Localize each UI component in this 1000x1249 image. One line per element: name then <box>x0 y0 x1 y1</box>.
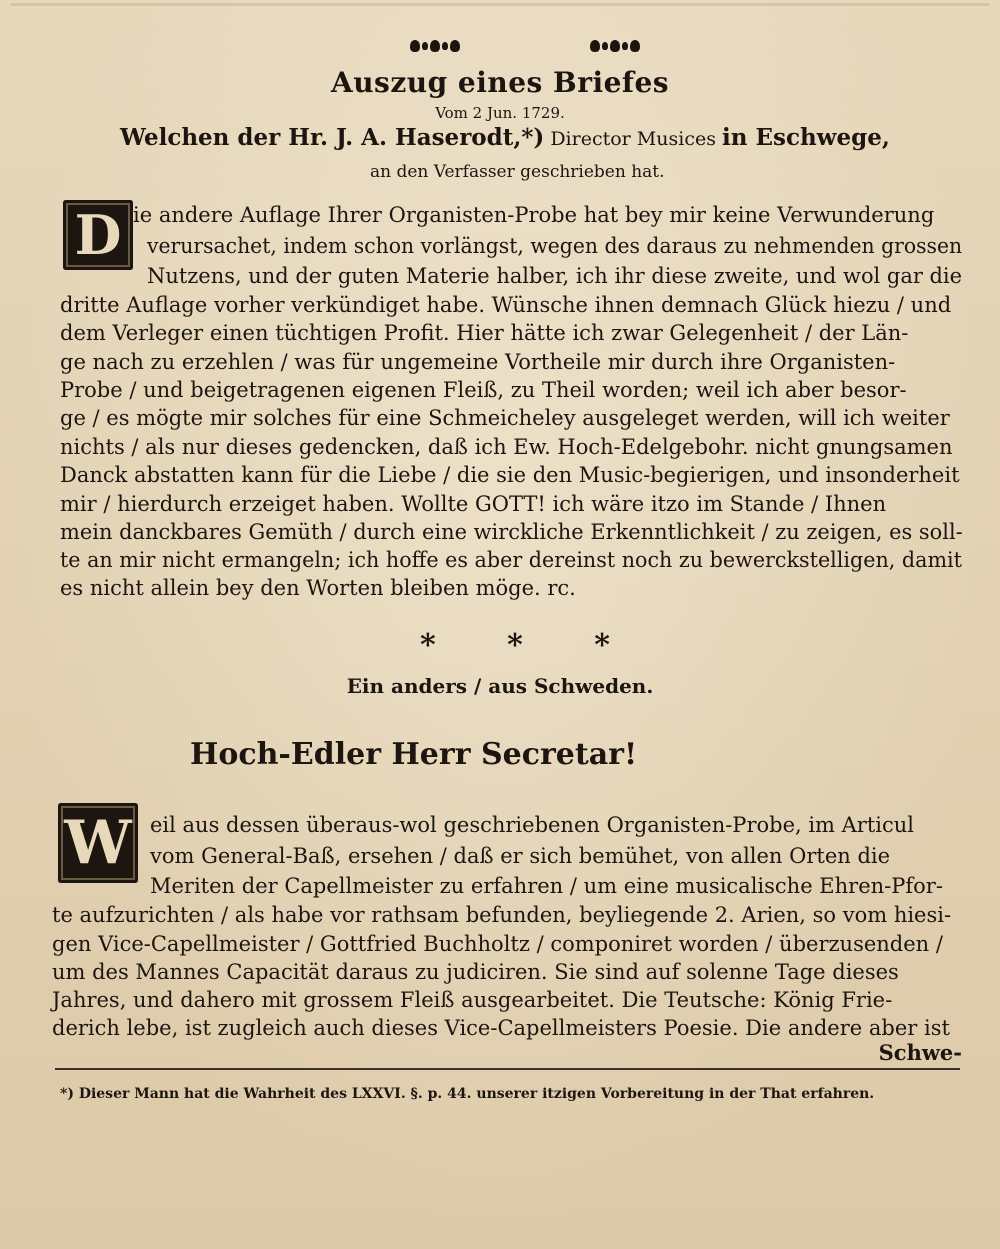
letter2-line: vom General-Baß, ersehen / daß er sich bemühet, von allen Orten die <box>150 844 891 868</box>
footnote: *) Dieser Mann hat die Wahrheit des LXXVI. §. p. 44. unserer itzigen Vorbereitung in der That erfahren. <box>60 1086 875 1102</box>
author-line <box>120 124 890 151</box>
salutation: Hoch-Edler Herr Secretar! <box>190 737 638 772</box>
dropcap-initial-2: W <box>58 803 138 883</box>
letter2-line: um des Mannes Capacität daraus zu judiciren. Sie sind auf solenne Tage dieses <box>52 960 899 984</box>
ornament-left-icon <box>410 40 460 52</box>
section-separator <box>420 628 610 663</box>
footnote-rule <box>55 1068 960 1070</box>
letter2-line: gen Vice-Capellmeister / Gottfried Buchholtz / componiret worden / überzusenden / <box>52 932 943 956</box>
catchword: Schwe- <box>878 1040 962 1065</box>
letter1-line: Nutzens, und der guten Materie halber, ich ihr diese zweite, und wol gar die <box>147 264 963 288</box>
header-ornament <box>410 40 640 52</box>
addressee-line: an den Verfasser geschrieben hat. <box>370 162 665 182</box>
letter2-line: eil aus dessen überaus-wol geschriebenen Organisten-Probe, im Articul <box>150 813 915 837</box>
section-subheading: Ein anders / aus Schweden. <box>346 674 654 698</box>
letter1-line: verursachet, indem schon vorlängst, wegen des daraus zu nehmenden grossen <box>147 234 963 258</box>
dropcap-initial-1: D <box>63 200 133 270</box>
letter1-line: mein danckbares Gemüth / durch eine wirckliche Erkenntlichkeit / zu zeigen, es soll- <box>60 520 963 544</box>
ornament-right-icon <box>590 40 640 52</box>
asterisk-icon: * <box>420 628 436 663</box>
top-edge-rule <box>10 3 990 6</box>
letter1-line: es nicht allein bey den Worten bleiben möge. rc. <box>60 576 576 600</box>
author-line-roman: Director Musices <box>544 128 722 150</box>
author-line-pre: Welchen der Hr. J. A. Haserodt,*) <box>120 124 545 151</box>
asterisk-icon: * <box>594 628 610 663</box>
letter1-line: Probe / und beigetragenen eigenen Fleiß, zu Theil worden; weil ich aber besor- <box>60 378 907 402</box>
letter-date: Vom 2 Jun. 1729. <box>435 104 565 122</box>
letter2-line: Jahres, und dahero mit grossem Fleiß ausgearbeitet. Die Teutsche: König Frie- <box>52 988 893 1012</box>
letter1-line: Danck abstatten kann für die Liebe / die sie den Music-begierigen, und insonderheit <box>60 463 960 487</box>
letter1-line: dem Verleger einen tüchtigen Profit. Hier hätte ich zwar Gelegenheit / der Län- <box>60 321 909 345</box>
author-line-post: in Eschwege, <box>722 124 890 151</box>
letter1-line: ge / es mögte mir solches für eine Schmeicheley ausgeleget werden, will ich weiter <box>60 406 950 430</box>
letter1-line: te an mir nicht ermangeln; ich hoffe es aber dereinst noch zu bewerckstelligen, damit <box>60 548 962 572</box>
letter1-line: mir / hierdurch erzeiget haben. Wollte GOTT! ich wäre itzo im Stande / Ihnen <box>60 492 887 516</box>
asterisk-icon: * <box>507 628 523 663</box>
letter1-line: nichts / als nur dieses gedencken, daß ich Ew. Hoch-Edelgebohr. nicht gnungsamen <box>60 435 953 459</box>
letter1-line: ge nach zu erzehlen / was für ungemeine Vortheile mir durch ihre Organisten- <box>60 350 896 374</box>
letter2-line: Meriten der Capellmeister zu erfahren / um eine musicalische Ehren-Pfor- <box>150 874 943 898</box>
letter1-line: ie andere Auflage Ihrer Organisten-Probe hat bey mir keine Verwunderung <box>133 203 935 227</box>
letter2-line: te aufzurichten / als habe vor rathsam befunden, beyliegende 2. Arien, so vom hiesi- <box>52 903 952 927</box>
letter1-line: dritte Auflage vorher verkündiget habe. Wünsche ihnen demnach Glück hiezu / und <box>60 293 952 317</box>
letter-title: Auszug eines Briefes <box>330 66 670 99</box>
letter2-line: derich lebe, ist zugleich auch dieses Vice-Capellmeisters Poesie. Die andere aber ist <box>52 1016 950 1040</box>
